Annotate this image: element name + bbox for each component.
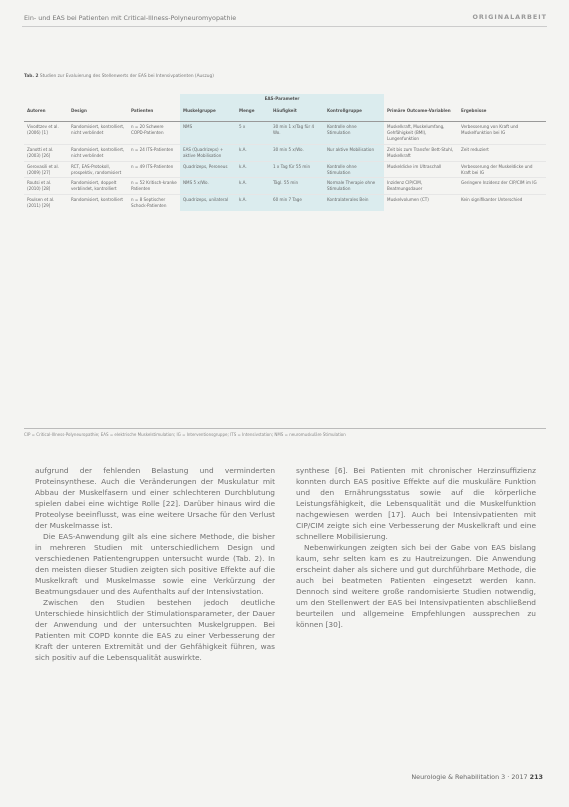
table-cell: Kontrolle ohne Stimulation <box>324 161 384 178</box>
table-cell: Kontrolle ohne Stimulation <box>324 122 384 145</box>
table-cell: 1 x Tag für 55 min <box>270 161 324 178</box>
table-cell: Muskeldicke im Ultraschall <box>384 161 458 178</box>
header-rule <box>22 26 547 27</box>
table-cell: Quadrizeps, Peroneus <box>180 161 236 178</box>
table-row <box>24 178 546 195</box>
table-cell: Routsi et al. (2010) [28] <box>24 178 68 195</box>
table-cell: NMS <box>180 122 236 145</box>
table-cell: Randomisiert, kontrolliert, nicht verblindet <box>68 144 128 161</box>
body-paragraph: synthese [6]. Bei Patienten mit chronischer Herzinsuffizienz konnten durch EAS positive Effekte auf die muskuläre Funktion und den Ernährungsstatus sowie auf die körperliche Leistungsfähigkeit, die Lebensqualität und die Muskelfunktion nachgewiesen werden [17]. Auch bei Intensivpatienten mit CIP/CIM zeigte sich eine Verbesserung der Muskelkraft und eine schnellere Mobilisierung. <box>296 466 536 541</box>
table-cell: Randomisiert, kontrolliert <box>68 195 128 211</box>
table-cell: k.A. <box>236 144 270 161</box>
eas-parameter-header: EAS-Parameter <box>180 94 384 106</box>
body-paragraph: Die EAS-Anwendung gilt als eine sichere Methode, die bisher in mehreren Studien mit unterschiedlichem Design und verschiedenen Patientengruppen untersucht wurde (Tab. 2). In den meisten dieser Studien zeigten sich positive Effekte auf die Muskelkraft und Muskelmasse sowie eine Verkürzung der Beatmungsdauer und des Aufenthalts auf der Intensivstation. <box>35 532 275 596</box>
table-cell: 5 x <box>236 122 270 145</box>
table-cell: Verbesserung von Kraft und Muskelfunktion bei IG <box>458 122 546 145</box>
body-paragraph: aufgrund der fehlenden Belastung und verminderten Proteinsynthese. Auch die Veränderungen der Muskulatur mit Abbau der Muskelfasern und einer schlechteren Durchblutung spielen dabei eine wichtige Rolle [22]. Darüber hinaus wird die Proteolyse beeinflusst, was eine weitere Ursache für den Verlust der Muskelmasse ist. <box>35 466 275 530</box>
table-cell: Muskelkraft, Muskelumfang, Gehfähigkeit (BMI), Lungenfunktion <box>384 122 458 145</box>
column-header: Primäre Outcome-Variablen <box>384 106 458 122</box>
column-header: Muskelgruppe <box>180 106 236 122</box>
journal-name: Neurologie & Rehabilitation 3 · 2017 <box>411 773 528 781</box>
table-cell: Muskelvolumen (CT) <box>384 195 458 211</box>
column-header: Ergebnisse <box>458 106 546 122</box>
page-number: 213 <box>529 773 543 781</box>
table-cell: k.A. <box>236 178 270 195</box>
table-cell: Poulsen et al. (2011) [29] <box>24 195 68 211</box>
table-caption-text: Studien zur Evaluierung des Stellenwerts der EAS bei Intensivpatienten (Auszug) <box>39 74 214 79</box>
table-cell: n = 49 ITS-Patienten <box>128 161 180 178</box>
table-cell: Geringere Inzidenz der CIP/CIM im IG <box>458 178 546 195</box>
table-cell: k.A. <box>236 195 270 211</box>
table-cell: Verbesserung der Muskeldicke und Kraft bei IG <box>458 161 546 178</box>
table-cell: n = 52 Kritisch-kranke Patienten <box>128 178 180 195</box>
table-cell: 30 min 5 x/Wo. <box>270 144 324 161</box>
table-cell: n = 24 ITS-Patienten <box>128 144 180 161</box>
running-header: Ein- und EAS bei Patienten mit Critical-Illness-Polyneuromyopathie <box>24 14 237 22</box>
table-cell: Inzidenz CIP/CIM, Beatmungsdauer <box>384 178 458 195</box>
table-cell: Zeit bis zum Transfer Bett-Stuhl, Muskelkraft <box>384 144 458 161</box>
table-row <box>24 195 546 211</box>
table-cell: Quadrizeps, unilateral <box>180 195 236 211</box>
table-cell: Normale Therapie ohne Stimulation <box>324 178 384 195</box>
body-paragraph: Zwischen den Studien bestehen jedoch deutliche Unterschiede hinsichtlich der Stimulationsparameter, der Dauer der Anwendung und der untersuchten Muskelgruppen. Bei Patienten mit COPD konnte die EAS zu einer Verbesserung der Kraft der unteren Extremität und der Gehfähigkeit führen, was sich positiv auf die Lebensqualität auswirkte. <box>35 598 275 662</box>
table-row <box>24 144 546 161</box>
table-caption-label: Tab. 2 <box>24 74 39 79</box>
table-caption <box>24 74 524 79</box>
table-cell: Vivodtzev et al. (2006) [1] <box>24 122 68 145</box>
table-cell: Kein signifikanter Unterschied <box>458 195 546 211</box>
table-cell: Zeit reduziert <box>458 144 546 161</box>
table-cell: n = 20 Schwere COPD-Patienten <box>128 122 180 145</box>
body-column-right <box>296 465 536 630</box>
table-row <box>24 122 546 145</box>
table-cell: RCT, EAS-Protokoll, prospektiv, randomisiert <box>68 161 128 178</box>
table-cell: n = 8 Septischer Schock-Patienten <box>128 195 180 211</box>
table-cell: Zanotti et al. (2003) [26] <box>24 144 68 161</box>
column-header: Autoren <box>24 106 68 122</box>
column-header: Menge <box>236 106 270 122</box>
column-header: Häufigkeit <box>270 106 324 122</box>
table-cell: Randomisiert, kontrolliert, nicht verblindet <box>68 122 128 145</box>
page-footer <box>411 773 543 781</box>
table-cell: NMS 5 x/Wo. <box>180 178 236 195</box>
table-cell: Randomisiert, doppelt verblindet, kontrolliert <box>68 178 128 195</box>
column-header: Kontrollgruppe <box>324 106 384 122</box>
column-header: Patienten <box>128 106 180 122</box>
body-column-left <box>35 465 275 663</box>
body-paragraph: Nebenwirkungen zeigten sich bei der Gabe von EAS bislang kaum, sehr selten kam es zu Hautreizungen. Die Anwendung erscheint daher als sichere und gut durchführbare Methode, die auch bei beatmeten Patienten eingesetzt werden kann. Dennoch sind weitere große randomisierte Studien notwendig, um den Stellenwert der EAS bei Intensivpatienten abschließend beurteilen und allgemeine Empfehlungen aussprechen zu können [30]. <box>296 543 536 629</box>
table-cell: Gerovasili et al. (2009) [27] <box>24 161 68 178</box>
table-cell: EAS (Quadrizeps) + aktive Mobilisation <box>180 144 236 161</box>
table-cell: 30 min 1 x/Tag für 4 Wo. <box>270 122 324 145</box>
studies-table <box>24 94 546 211</box>
table-footnote: CIP = Critical-Illness-Polyneuropathie; EAS = elektrische Muskelstimulation; IG = Interventionsgruppe; ITS = Intensivstation; NMS = neuromuskuläre Stimulation <box>24 428 546 437</box>
column-header: Design <box>68 106 128 122</box>
table-cell: Nur aktive Mobilisation <box>324 144 384 161</box>
table-row <box>24 161 546 178</box>
table-cell: Tägl. 55 min <box>270 178 324 195</box>
table-cell: k.A. <box>236 161 270 178</box>
section-label: ORIGINALARBEIT <box>472 13 547 21</box>
table-cell: 60 min 7 Tage <box>270 195 324 211</box>
table-cell: Kontralaterales Bein <box>324 195 384 211</box>
